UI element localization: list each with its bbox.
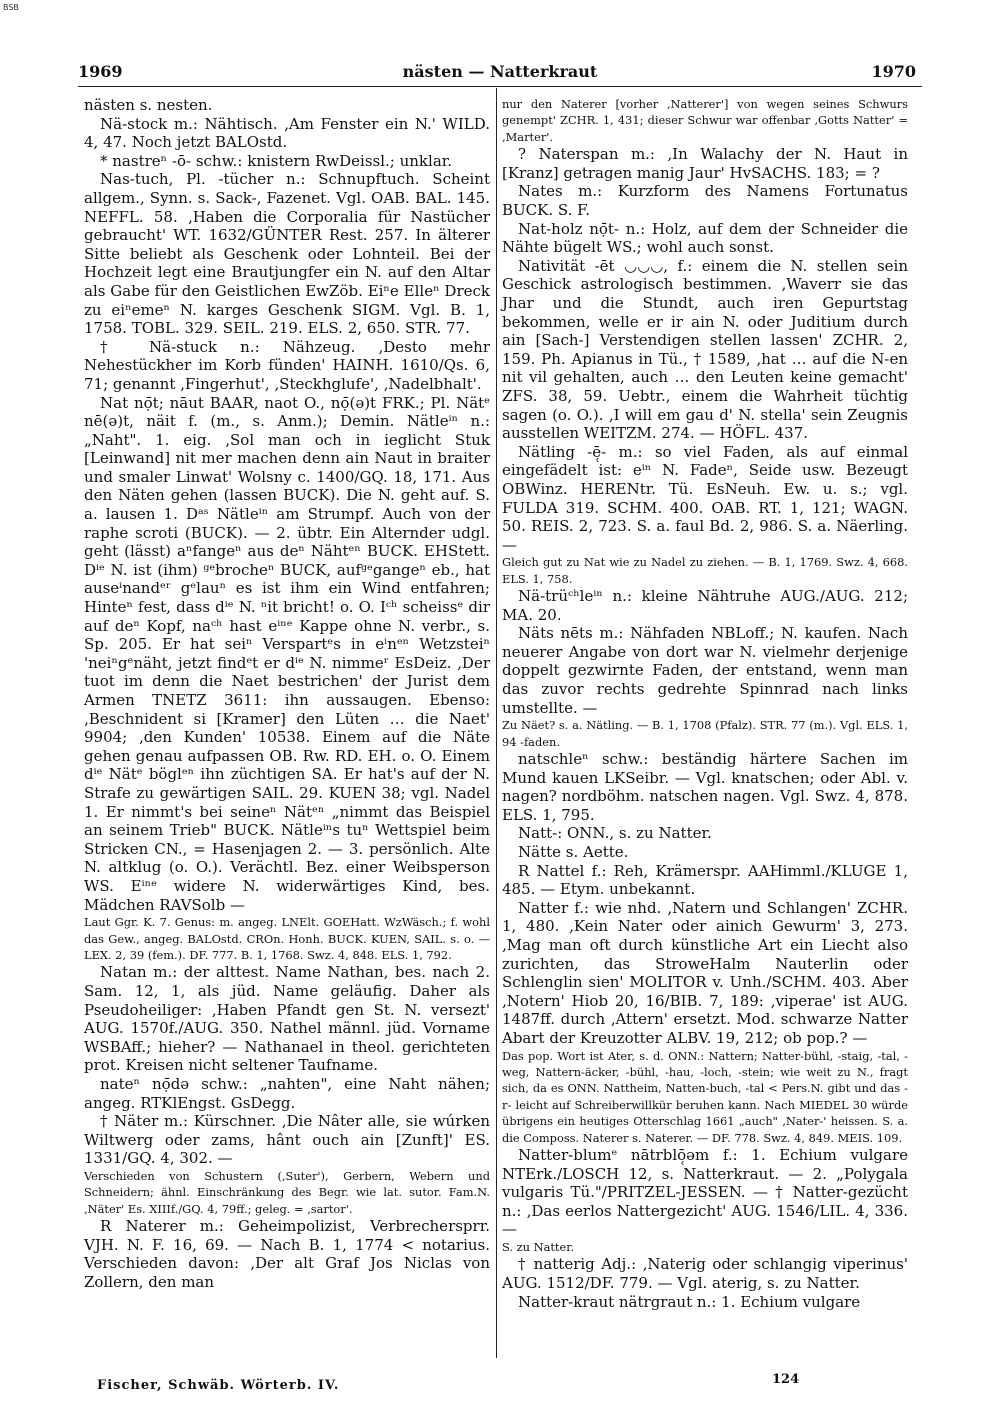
entry: † natterig Adj.: ‚Naterig oder schlangig viperinus' AUG. 1512/DF. 779. — Vgl. aterig, s. zu Natter. bbox=[502, 1255, 908, 1292]
column-divider bbox=[496, 88, 497, 1358]
entry-note: Verschieden von Schustern (‚Suter'), Gerbern, Webern und Schneidern; ähnl. Einschränkung des Begr. wie lat. sutor. Fam.N. ‚Näter' Es. XIIIf./GQ. 4, 79ff.; geleg. = ‚sartor'. bbox=[84, 1168, 490, 1216]
entry: Nat nọ̄t; nāut BAAR, naot O., nọ̄(ə)t FRK.; Pl. Nätᵉ nē(ə)t, näit f. (m., s. Anm.); Demin. Nätleⁱⁿ n.: „Naht". 1. eig. ‚Sol man och in ieglicht Stuk [Leinwand] nit mer machen denn ain Naut in braiter und smaler Linwat' Wolsny c. 1400/GQ. 18, 171. Aus den Näten gehen (lassen BUCK). Die N. geht auf. S. a. lausen 1. Dᵃˢ Nätleⁱⁿ am Strumpf. Auch von der raphe scroti (BUCK). — 2. übtr. Ein Alternder udgl. geht (lässt) aⁿfangeⁿ aus deⁿ Nähtᵉⁿ BUCK. EHStett. Dⁱᵉ N. ist (ihm) ᵍᵉbrocheⁿ BUCK, aufᵍᵉgangeⁿ eb., hat auseⁱnandᵉʳ gᵉlauⁿ es ist ihm ein Wind entfahren; Hinteⁿ fest, dass dⁱᵉ N. ⁿit bricht! o. O. Iᶜʰ scheissᵉ dir auf deⁿ Kopf, naᶜʰ hast eⁱⁿᵉ Kappe ohne N. verbr., s. Sp. 205. Er hat seiⁿ Verspartᵉs in eⁱnᵉⁿ Wetzsteiⁿ 'neiⁿgᵉnäht, jetzt findᵉt er dⁱᵉ N. nimmeʳ EsDeiz. ‚Der tuot im denn die Naet bestrichen' der Jurist dem Armen TNETZ 3611: ihn aussaugen. Ebenso: ‚Beschnident si [Kramer] den Lüten … die Naet' 9904; ‚den Kunden' 10538. Einem auf die Näte gehen genau aufpassen OB. Rw. RD. EH. o. O. Einem dⁱᵉ Nätᵉ böglᵉⁿ ihn züchtigen SA. Er hat's auf der N. Strafe zu gewärtigen SAIL. 29. KUEN 38; vgl. Nadel 1. Er nimmt's bei seineⁿ Nätᵉⁿ „nimmt das Beispiel an seinem Trieb" BUCK. Nätleⁱⁿs tuⁿ Wettspiel beim Stricken CN., = Hasenjagen 2. — 3. persönlich. Alte N. altklug (o. O.). Verächtl. Bez. einer Weibsperson WS. Eⁱⁿᵉ widere N. widerwärtiges Kind, bes. Mädchen RAVSolb — bbox=[84, 393, 490, 914]
entry-note: nur den Naterer [vorher ‚Natterer'] von wegen seines Schwurs genempt' ZCHR. 1, 431; dieser Schwur war offenbar ‚Gotts Natter' = ‚Marter'. bbox=[502, 97, 908, 144]
header-rule bbox=[78, 86, 922, 87]
entry: Näts nēts m.: Nähfaden NBLoff.; N. kaufen. Nach neuerer Angabe von dort war N. vielmehr derjenige doppelt gezwirnte Faden, der entstand, wenn man das zuvor rechts gedrehte Spinnrad nach links umstellte. — bbox=[502, 624, 908, 717]
entry: Nätling -ē̜- m.: so viel Faden, als auf einmal eingefädelt ist: eⁱⁿ N. Fadeⁿ, Seide usw. Bezeugt OBWinz. HERENtr. Tü. EsNeuh. Ew. u. s.; vgl. FULDA 319. SCHM. 400. OAB. RT. 1, 121; WAGN. 50. REIS. 2, 723. S. a. faul Bd. 2, 986. S. a. Näerling. — bbox=[502, 442, 908, 554]
library-mark: BSB bbox=[3, 3, 19, 12]
entry: ? Naterspan m.: ‚In Walachy der N. Haut in [Kranz] getragen manig Jaur' HvSACHS. 183; = ? bbox=[502, 145, 908, 182]
entry-note: Das pop. Wort ist Ater, s. d. ONN.: Nattern; Natter-bühl, -staig, -tal, -weg, Nattern-äcker, -bühl, -hau, -loch, -stein; wie weit zu N., fragt sich, da es ONN. Nattheim, Natten-buch, -tal < Pers.N. gibt und das -r- leicht auf Schreiberwillkür beruhen kann. Nach MIEDEL 30 würde übrigens ein heutiges Otterschlag 1661 „auch" ‚Nater-' heissen. S. a. die Composs. Naterer s. Naterer. — DF. 778. Swz. 4, 849. MEIS. 109. bbox=[502, 1048, 908, 1145]
entry: † Näter m.: Kürschner. ‚Die Nâter alle, sie wúrken Wiltwerg oder zams, hânt ouch ain [Zunft]' ES. 1331/GQ. 4, 302. — bbox=[84, 1112, 490, 1168]
entry-note: Gleich gut zu Nat wie zu Nadel zu ziehen. — B. 1, 1769. Swz. 4, 668. ELS. 1, 758. bbox=[502, 555, 908, 586]
signature-number: 124 bbox=[772, 1372, 800, 1387]
footer-source: Fischer, Schwäb. Wörterb. IV. bbox=[97, 1378, 340, 1393]
page-number-right: 1970 bbox=[871, 62, 916, 81]
entry: Natter f.: wie nhd. ‚Natern und Schlangen' ZCHR. 1, 480. ‚Kein Nater oder ainich Gewurm' 3, 273. ‚Mag man oft durch künstliche Art ein Liecht also zurichten, das StroweHalm Nauterlin oder Schlenglin sien' MOLITOR v. Unh./SCHM. 403. Aber ‚Notern' Hiob 20, 16/BIB. 7, 189: ‚viperae' ist AUG. 1487ff. durch ‚Attern' ersetzt. Mod. schwarze Natter Abart der Kreuzotter ALBV. 19, 212; ob pop.? — bbox=[502, 898, 908, 1047]
entry: nateⁿ nọ̄də schw.: „nahten", eine Naht nähen; angeg. RTKlEngst. GsDegg. bbox=[84, 1074, 490, 1112]
right-column bbox=[502, 96, 908, 1311]
entry: Nätte s. Aette. bbox=[518, 843, 629, 862]
entry: Nä-trüᶜʰleⁱⁿ n.: kleine Nähtruhe AUG./AUG. 212; MA. 20. bbox=[502, 587, 908, 624]
entry: Natter-kraut nätrgraut n.: 1. Echium vulgare bbox=[518, 1292, 861, 1311]
entry: Nat-holz nọ̄t- n.: Holz, auf dem der Schneider die Nähte bügelt WS.; wohl auch sonst. bbox=[502, 219, 908, 257]
entry: nästen s. nesten. bbox=[84, 96, 213, 114]
running-title: nästen — Natterkraut bbox=[402, 62, 598, 81]
entry: Nas-tuch, Pl. -tücher n.: Schnupftuch. Scheint allgem., Synn. s. Sack-, Fazenet. Vgl. OAB. BAL. 145. NEFFL. 58. ‚Haben die Corporalia für Nastücher gebraucht' WT. 1632/GÜNTER Rest. 257. In älterer Sitte beliebt als Geschenk oder Lohnteil. Bei der Hochzeit legt eine Brautjungfer ein N. auf den Altar als Gabe für den Geistlichen EwZöb. Eiⁿe Elleⁿ Dreck zu eiⁿemeⁿ N. karges Geschenk SIGM. Vgl. B. 1, 1758. TOBL. 329. SEIL. 219. ELS. 2, 650. STR. 77. bbox=[84, 170, 490, 338]
entry: natschleⁿ schw.: beständig härtere Sachen im Mund kauen LKSeibr. — Vgl. knatschen; oder Abl. v. nagen? nordböhm. natschen nagen. Vgl. Swz. 4, 878. ELS. 1, 795. bbox=[502, 750, 908, 824]
entry: Nä-stock m.: Nähtisch. ‚Am Fenster ein N.' WILD. 4, 47. Noch jetzt BALOstd. bbox=[84, 114, 490, 152]
entry: R Naterer m.: Geheimpolizist, Verbrechersprr. VJH. N. F. 16, 69. — Nach B. 1, 1774 < notarius. Verschieden davon: ‚Der alt Graf Jos Niclas von Zollern, den man bbox=[84, 1217, 490, 1291]
entry: Nates m.: Kurzform des Namens Fortunatus BUCK. S. F. bbox=[502, 182, 908, 219]
entry: R Nattel f.: Reh, Krämerspr. AAHimml./KLUGE 1, 485. — Etym. unbekannt. bbox=[502, 861, 908, 899]
entry: † Nä-stuck n.: Nähzeug. ‚Desto mehr Nehestückher im Korb fünden' HAINH. 1610/Qs. 6, 71; genannt ‚Fingerhut', ‚Steckhglufe', ‚Nadelbhalt'. bbox=[84, 337, 490, 393]
left-column bbox=[84, 96, 490, 1291]
entry: * nastreⁿ -ō- schw.: knistern RwDeissl.; unklar. bbox=[100, 151, 453, 170]
entry-note: S. zu Natter. bbox=[502, 1239, 575, 1254]
entry-note: Zu Näet? s. a. Nätling. — B. 1, 1708 (Pfalz). STR. 77 (m.). Vgl. ELS. 1, 94 -faden. bbox=[502, 718, 908, 749]
entry: Natt-: ONN., s. zu Natter. bbox=[518, 824, 712, 843]
entry-note: Laut Ggr. K. 7. Genus: m. angeg. LNElt. GOEHatt. WzWäsch.; f. wohl das Gew., angeg. BALOstd. CROn. Honh. BUCK. KUEN, SAIL. s. o. — LEX. 2, 39 (fem.). DF. 777. B. 1, 1768. Swz. 4, 848. ELS. 1, 792. bbox=[84, 915, 490, 962]
entry: Nativität -ēt ◡◡◡, f.: einem die N. stellen sein Geschick astrologisch bestimmen. ‚Waverr sie das Jhar und die Stundt, auch iren Gepurtstag bekommen, welle er ir ain N. oder Juditium durch ain [Sach-] Verstendigen stellen lassen' ZCHR. 2, 159. Ph. Apianus in Tü., † 1589, ‚hat … auf die N-en nit vil gehalten, auch … den Leuten keine gemacht' ZFS. 38, 59. Uebtr., einem die Wahrheit tüchtig sagen (o. O.). ‚I will em gau d' N. stella' sein Zeugnis ausstellen WEITZM. 274. — HÖFL. 437. bbox=[502, 256, 908, 443]
entry: Natan m.: der alttest. Name Nathan, bes. nach 2. Sam. 12, 1, als jüd. Name geläufig. Daher als Pseudoheiliger: ‚Haben Pfandt gen St. N. versezt' AUG. 1570f./AUG. 350. Nathel männl. jüd. Vorname WSBAff.; hieher? — Nathanael in theol. gerichteten prot. Kreisen nicht seltener Taufname. bbox=[84, 963, 490, 1075]
page-number-left: 1969 bbox=[78, 62, 123, 81]
entry: Natter-blumᵉ nātrblō̜əm f.: 1. Echium vulgare NTErk./LOSCH 12, s. Natterkraut. — 2. „Polygala vulgaris Tü."/PRITZEL-JESSEN. — † Natter-gezücht n.: ‚Das eerlos Nattergezicht' AUG. 1546/LIL. 4, 336. — bbox=[502, 1146, 908, 1239]
